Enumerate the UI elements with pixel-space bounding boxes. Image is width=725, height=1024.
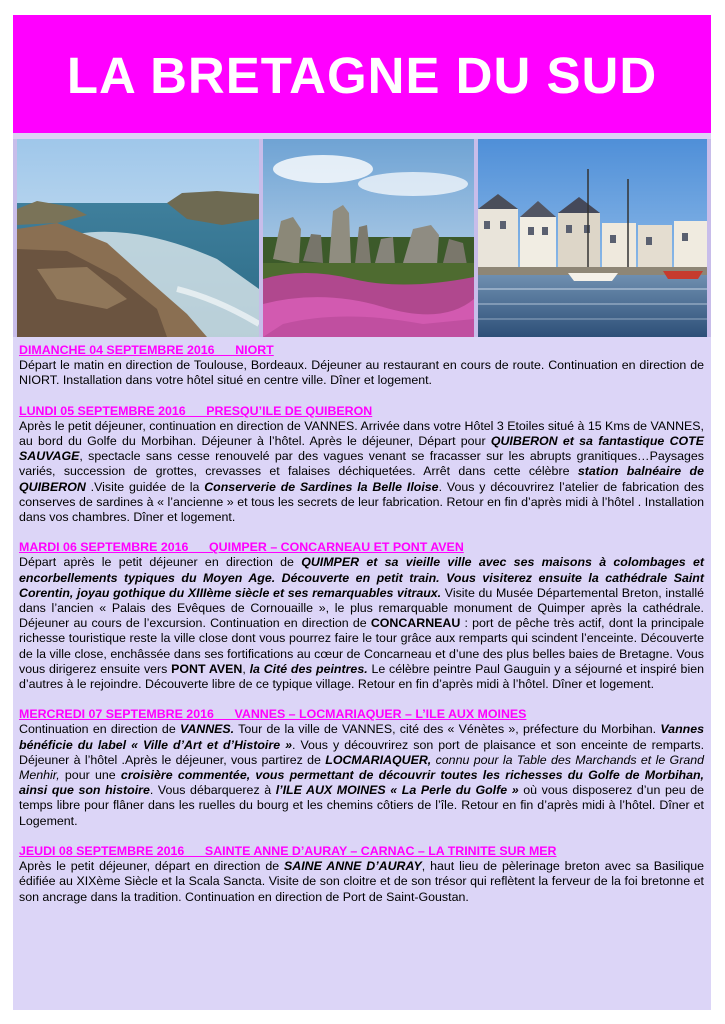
day-description [19,859,704,905]
menhirs-heather-photo [263,139,474,337]
day-section [19,404,704,526]
text-run: Vannes bénéficie du label « Ville d’Art et d’Histoire » [19,722,704,752]
text-run: . Vous débarquerez à [149,783,276,798]
text-run: Départ le matin en direction de Toulouse, Bordeaux. Déjeuner au restaurant en cours de route. Continuation en direction de NIORT. Installation dans votre hôtel situé en centre ville. Dîner et logement. [19,358,704,388]
text-run: .Visite guidée de la [85,479,205,494]
text-run: . Vous y découvrirez l’atelier de fabrication des conserves de sardines à « l’ancienne » et tous les secrets de leur fabrication. Retour en fin d’après midi à l’hôtel . Installation dans vos chambres. Dîner et logement. [19,479,704,525]
text-run: Conserverie de Sardines la Belle Iloise [204,479,439,494]
text-run: PONT AVEN [171,661,243,676]
rocky-coast-photo [17,139,259,337]
text-run: station balnéaire de QUIBERON [19,464,704,494]
title-banner [13,15,711,133]
text-run: , [242,661,250,676]
day-description [19,722,704,828]
brochure-page [13,15,711,1010]
text-run: Départ après le petit déjeuner en direction de [19,555,302,570]
itinerary-text [19,343,704,920]
day-heading: MARDI 06 SEPTEMBRE 2016 QUIMPER – CONCARNEAU ET PONT AVEN [19,540,464,555]
text-run: connu pour la Table des Marchands et le Grand Menhir, [19,752,704,783]
page-title: LA BRETAGNE DU SUD [66,47,658,104]
day-description [19,555,704,692]
text-run: , haut lieu de pèlerinage breton avec sa Basilique édifiée au XIXème Siècle et la Scala Sancta. Visite de son cloitre et de son trésor qui reflètent la ferveur de la foi bretonne et son ancrage dans la tradition. Continuation en direction de Port de Saint-Goustan. [19,859,704,904]
text-run: : port de pêche très actif, dont la principale richesse touristique reste la ville close dont vous pourrez faire le tour grâce aux remparts qui scindent l’enceinte. Découverte de la ville close, enchâssée dans ses fortifications au cœur de Concarneau et d’une des plus belles baies de Bretagne. Vous vous dirigerez ensuite vers [19,616,704,676]
text-run: Visite du Musée Départemental Breton, installé dans l’ancien « Palais des Evêques de Cornouaille », le plus remarquable monument de Quimper après la cathédrale. Déjeuner au cours de l’excursion. Continuation en direction de [19,585,704,631]
day-section [19,343,704,389]
day-heading: JEUDI 08 SEPTEMBRE 2016 SAINTE ANNE D’AURAY – CARNAC – LA TRINITE SUR MER [19,843,557,858]
text-run: CONCARNEAU [370,616,461,631]
text-run: . Vous y découvrirez son port de plaisance et son enceinte de remparts. Déjeuner à l’hôtel .Après le déjeuner, vous partirez de [19,737,705,767]
text-run: où vous disposerez d’un peu de temps libre pour flâner dans les ruelles du bourg et les chemins côtiers de l’île. Retour en fin d’après midi à l’hôtel. Dîner et Logement. [19,783,704,828]
text-run: Continuation en direction de [19,722,180,737]
text-run: croisière commentée, vous permettant de découvrir toutes les richesses du Golfe de Morbihan, ainsi que son histoire [19,768,704,798]
day-section [19,707,704,829]
text-run: QUIBERON et sa fantastique COTE SAUVAGE [19,434,704,464]
text-run: l’ILE AUX MOINES « La Perle du Golfe » [275,783,519,798]
text-run: SAINE ANNE D’AURAY [283,859,422,874]
day-heading: LUNDI 05 SEPTEMBRE 2016 PRESQU’ILE DE QUIBERON [19,403,373,418]
text-run: LOCMARIAQUER, [325,752,432,767]
day-heading: MERCREDI 07 SEPTEMBRE 2016 VANNES – LOCMARIAQUER – L’ILE AUX MOINES [19,707,527,722]
day-description [19,358,704,388]
text-run: VANNES. [179,722,235,737]
photo-strip [13,139,711,337]
text-run: Le célèbre peintre Paul Gauguin y a séjourné et inspiré bien d’autres à le rejoindre. Découverte libre de ce typique village. Retour en fin d’après midi à l’hôtel. Dîner et logement. [19,661,704,692]
day-section [19,540,704,692]
day-description [19,419,704,525]
text-run: Après le petit déjeuner, départ en direction de [19,859,284,874]
text-run: la Cité des peintres. [249,661,368,676]
harbour-boats-photo [478,139,707,337]
day-section [19,844,704,905]
itinerary-panel [13,337,711,1010]
text-run: Après le petit déjeuner, continuation en direction de VANNES. Arrivée dans votre Hôtel 3 Etoiles situé à 15 Kms de VANNES, au bord du Golfe du Morbihan. Déjeuner à l’hôtel. Après le déjeuner, Départ pour [19,418,704,449]
text-run: , spectacle sans cesse renouvelé par des vagues venant se fracasser sur les abrupts granitiques…Paysages variés, succession de grottes, crevasses et falaises déchiquetées. Arrêt dans cette célèbre [19,449,704,479]
text-run: pour une [59,768,121,783]
text-run: QUIMPER et sa vieille ville avec ses maisons à colombages et encorbellements typiques du Moyen Age. Découverte en petit train. Vous visiterez ensuite la cathédrale Saint Corentin, joyau gothique du XIIIème siècle et ses remarquables vitraux. [19,555,704,600]
text-run: Tour de la ville de VANNES, cité des « Vénètes », préfecture du Morbihan. [234,722,661,737]
day-heading: DIMANCHE 04 SEPTEMBRE 2016 NIORT [19,343,274,357]
